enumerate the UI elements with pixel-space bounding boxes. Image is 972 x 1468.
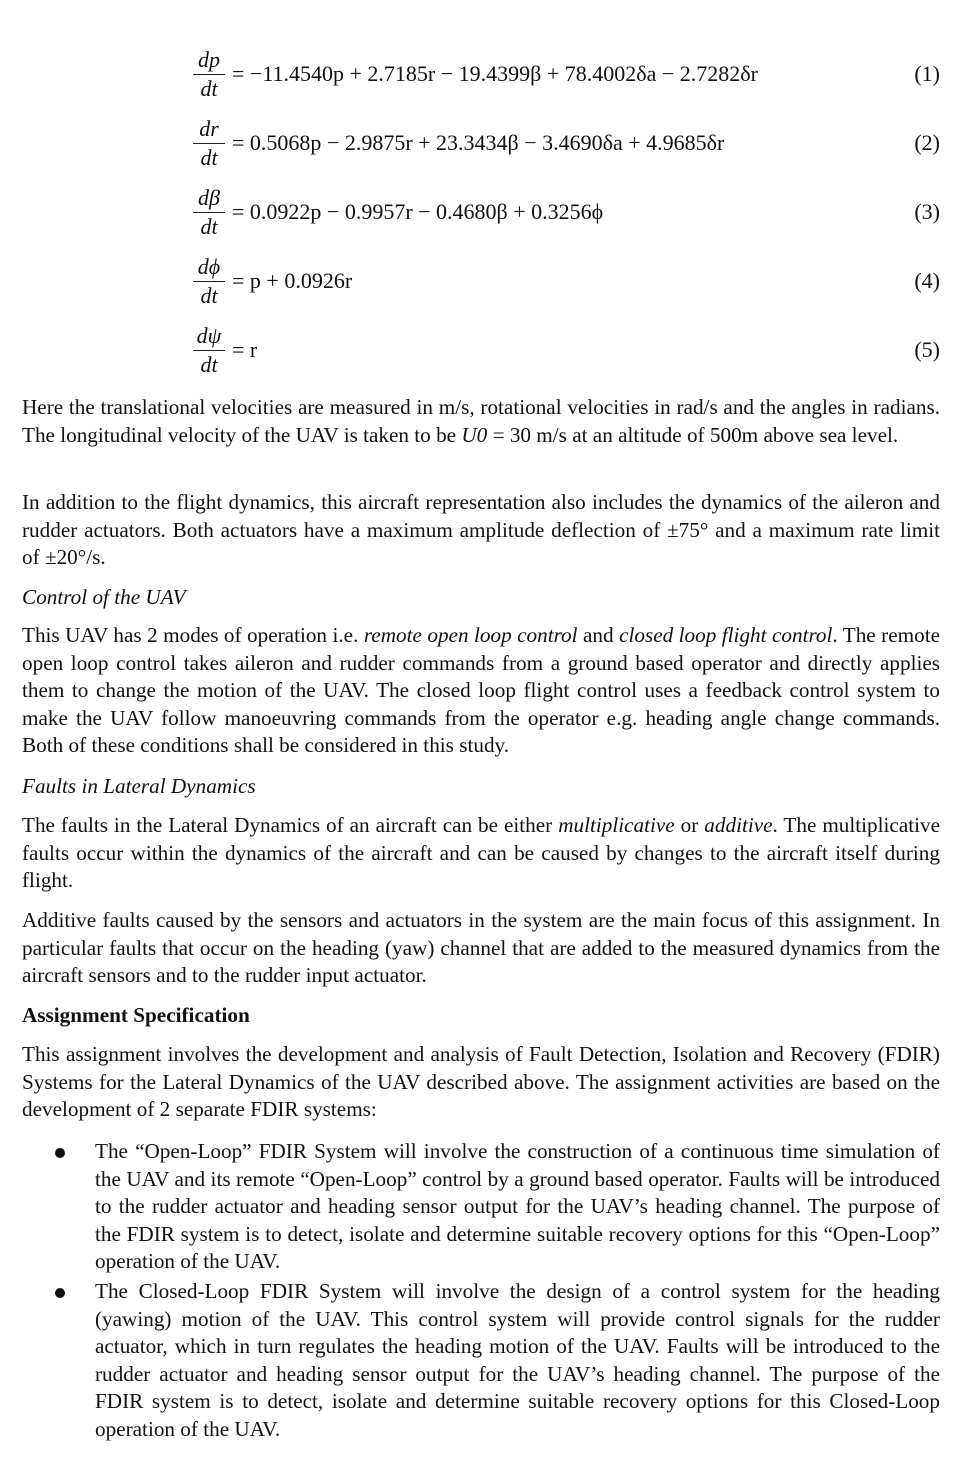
bullet-icon bbox=[55, 1148, 65, 1158]
emphasis: closed loop flight control bbox=[619, 623, 833, 647]
equation-rhs: = 0.5068p − 2.9875r + 23.3434β − 3.4690δa + 4.9685δr bbox=[232, 130, 725, 155]
fraction-denominator: dt bbox=[200, 282, 218, 308]
fraction-numerator: dβ bbox=[193, 185, 225, 213]
equation-number: (4) bbox=[914, 268, 940, 293]
equation-rhs: = 0.0922p − 0.9957r − 0.4680β + 0.3256ϕ bbox=[232, 199, 604, 224]
equation-number: (2) bbox=[914, 130, 940, 155]
emphasis: additive bbox=[704, 813, 773, 837]
derivative-fraction bbox=[192, 323, 226, 378]
paragraph-units bbox=[22, 394, 940, 449]
text-run: . The multiplicative faults occur within the dynamics of the aircraft and can be caused by changes to the aircraft itself during flight. bbox=[22, 813, 940, 893]
equation-5 bbox=[192, 320, 944, 380]
text-run: = 30 m/s at an altitude of 500m above sea level. bbox=[487, 422, 899, 447]
equation-rhs: = p + 0.0926r bbox=[232, 268, 353, 293]
paragraph-fault-types bbox=[22, 812, 940, 895]
equation-number: (3) bbox=[914, 199, 940, 224]
bullet-icon bbox=[55, 1288, 65, 1298]
text-run: . The remote open loop control takes aileron and rudder commands from a ground based operator and directly applies them to change the motion of the UAV. The closed loop flight control uses a feedback control system to make the UAV follow manoeuvring commands from the operator e.g. heading angle change commands. Both of these conditions shall be considered in this study. bbox=[22, 623, 940, 758]
text-run: or bbox=[674, 813, 705, 837]
fraction-numerator: dψ bbox=[193, 323, 225, 351]
equation-1 bbox=[192, 44, 944, 104]
equation-number: (5) bbox=[914, 337, 940, 362]
equation-rhs: = −11.4540p + 2.7185r − 19.4399β + 78.4002δa − 2.7282δr bbox=[232, 61, 758, 86]
bullet-open-loop: The “Open-Loop” FDIR System will involve the construction of a continuous time simulation of the UAV and its remote “Open-Loop” control by a ground based operator. Faults will be introduced to the rudder actuator and heading sensor output for the UAV’s heading channel. The purpose of the FDIR system is to detect, isolate and determine suitable recovery options for this “Open-Loop” operation of the UAV. bbox=[95, 1139, 940, 1274]
text-run: The faults in the Lateral Dynamics of an aircraft can be either bbox=[22, 813, 559, 837]
equation-2 bbox=[192, 113, 944, 173]
fraction-denominator: dt bbox=[200, 144, 218, 170]
fraction-denominator: dt bbox=[200, 75, 218, 101]
paragraph-control-modes bbox=[22, 622, 940, 760]
emphasis: remote open loop control bbox=[363, 623, 578, 647]
text-run: Here the translational velocities are measured in m/s, rotational velocities in rad/s and the angles in radians. The longitudinal velocity of the UAV is taken to be bbox=[22, 395, 940, 447]
heading-faults: Faults in Lateral Dynamics bbox=[22, 774, 256, 798]
derivative-fraction bbox=[192, 254, 226, 309]
paragraph-assignment: This assignment involves the development and analysis of Fault Detection, Isolation and Recovery (FDIR) Systems for the Lateral Dynamics of the UAV described above. The assignment activities are based on the development of 2 separate FDIR systems: bbox=[22, 1042, 940, 1122]
paragraph-additive-faults: Additive faults caused by the sensors and actuators in the system are the main focus of this assignment. In particular faults that occur on the heading (yaw) channel that are added to the measured dynamics from the aircraft sensors and to the rudder input actuator. bbox=[22, 908, 940, 988]
fraction-numerator: dϕ bbox=[193, 254, 225, 282]
equation-rhs: = r bbox=[232, 337, 258, 362]
emphasis: multiplicative bbox=[558, 813, 675, 837]
derivative-fraction bbox=[192, 116, 226, 171]
derivative-fraction bbox=[192, 185, 226, 240]
heading-control: Control of the UAV bbox=[22, 585, 186, 609]
fraction-numerator: dp bbox=[193, 47, 225, 75]
bullet-closed-loop: The Closed-Loop FDIR System will involve the design of a control system for the heading (yawing) motion of the UAV. This control system will provide control signals for the rudder actuator, which in turn regulates the heading motion of the UAV. Faults will be introduced to the rudder actuator and heading sensor output for the UAV’s heading channel. The purpose of the FDIR system is to detect, isolate and determine suitable recovery options for this Closed-Loop operation of the UAV. bbox=[95, 1279, 940, 1441]
equation-4 bbox=[192, 251, 944, 311]
heading-assignment-spec: Assignment Specification bbox=[22, 1003, 250, 1027]
equation-3 bbox=[192, 182, 944, 242]
text-run: and bbox=[577, 623, 620, 647]
derivative-fraction bbox=[192, 47, 226, 102]
fraction-denominator: dt bbox=[200, 351, 218, 377]
text-run: This UAV has 2 modes of operation i.e. bbox=[22, 623, 364, 647]
u0-symbol: U0 bbox=[461, 422, 488, 447]
equation-number: (1) bbox=[914, 61, 940, 86]
paragraph-actuators: In addition to the flight dynamics, this aircraft representation also includes the dynamics of the aileron and rudder actuators. Both actuators have a maximum amplitude deflection of ±75° and a maximum rate limit of ±20°/s. bbox=[22, 490, 940, 570]
fraction-denominator: dt bbox=[200, 213, 218, 239]
fraction-numerator: dr bbox=[193, 116, 225, 144]
